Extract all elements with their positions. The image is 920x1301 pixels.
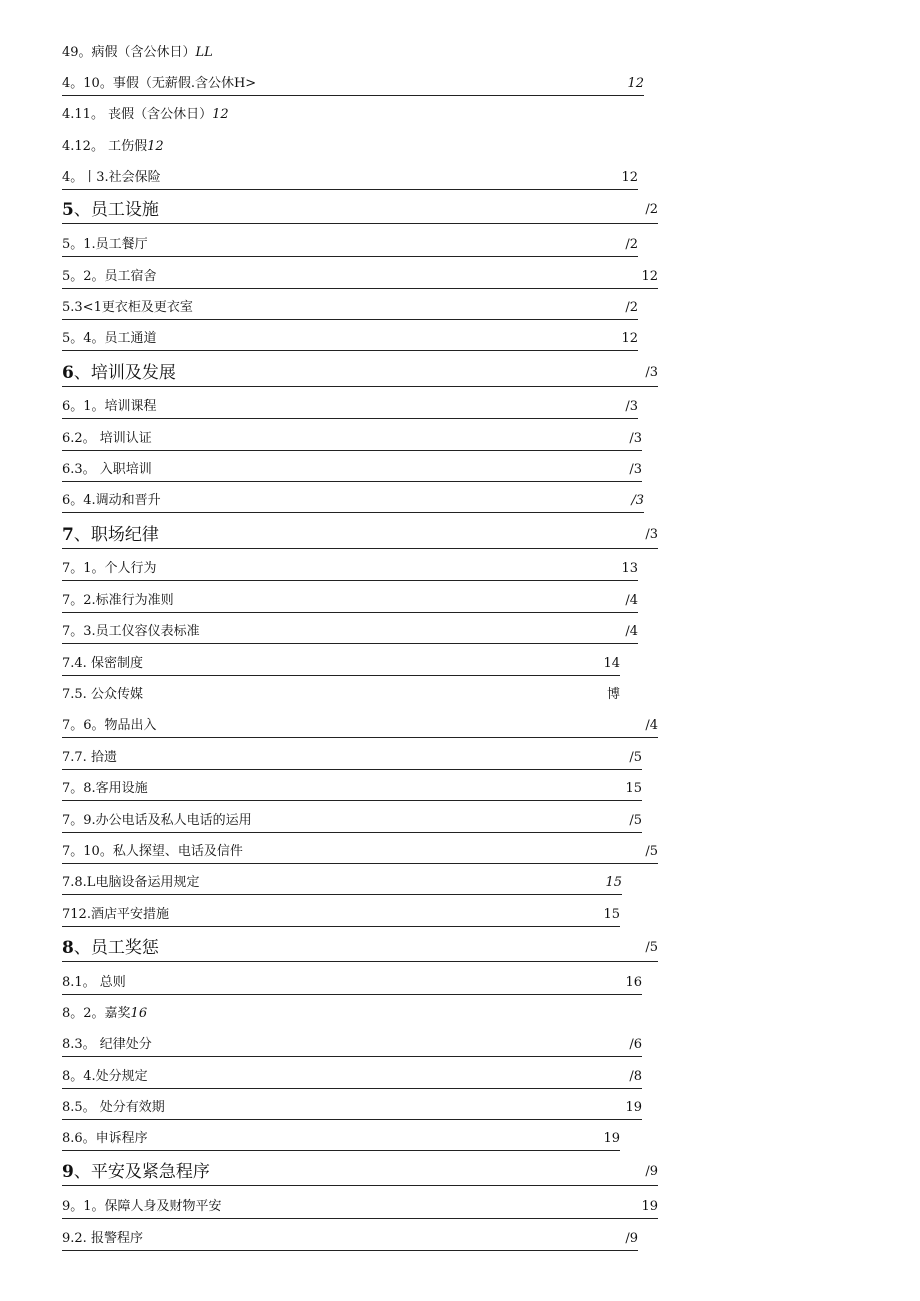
toc-row[interactable]	[62, 904, 620, 927]
toc-page-number: /9	[645, 1164, 658, 1179]
toc-row[interactable]	[62, 490, 644, 513]
toc-label: 5.3<1更衣柜及更衣室	[62, 300, 193, 315]
toc-label: 8.1。 总则	[62, 975, 126, 990]
toc-page-number: /9	[625, 1231, 638, 1246]
toc-label: 8.3。 纪律处分	[62, 1037, 152, 1052]
toc-row[interactable]	[62, 42, 302, 64]
toc-label: 4.12。 工伤假12	[62, 139, 164, 154]
toc-label: 4.11。 丧假（含公休日）12	[62, 107, 229, 122]
toc-label: 9、平安及紧急程序	[62, 1162, 210, 1182]
toc-row[interactable]	[62, 1128, 620, 1151]
toc-page-number: 19	[641, 1199, 658, 1214]
toc-label: 8、员工奖惩	[62, 938, 159, 958]
toc-label: 7。6。物品出入	[62, 718, 157, 733]
toc-row[interactable]	[62, 1003, 302, 1025]
toc-row[interactable]	[62, 558, 638, 581]
toc-row[interactable]	[62, 73, 644, 96]
toc-label: 5。2。员工宿舍	[62, 269, 157, 284]
toc-label: 5、员工设施	[62, 200, 159, 220]
toc-section-heading[interactable]	[62, 1159, 658, 1186]
toc-label: 7。9.办公电话及私人电话的运用	[62, 813, 252, 828]
toc-row[interactable]	[62, 1034, 642, 1057]
toc-label: 5。1.员工餐厅	[62, 237, 148, 252]
toc-row[interactable]	[62, 428, 642, 451]
toc-page-number: /3	[631, 493, 644, 508]
toc-label: 7。10。私人探望、电话及信件	[62, 844, 243, 859]
toc-page-number: 16	[625, 975, 642, 990]
toc-label: 9.2. 报警程序	[62, 1231, 143, 1246]
toc-row[interactable]	[62, 1097, 642, 1120]
toc-row[interactable]	[62, 841, 658, 864]
toc-label: 8。4.处分规定	[62, 1069, 148, 1084]
toc-row[interactable]	[62, 872, 622, 895]
toc-page-number: 12	[621, 170, 638, 185]
toc-row[interactable]	[62, 328, 638, 351]
toc-page-number: 15	[605, 875, 622, 890]
toc-page-number: /2	[625, 237, 638, 252]
toc-page-number: /3	[645, 365, 658, 380]
toc-label: 8.6。申诉程序	[62, 1131, 148, 1146]
toc-page-number: /6	[629, 1037, 642, 1052]
toc-page-number: /4	[625, 593, 638, 608]
toc-page-number: /3	[629, 431, 642, 446]
toc-label: 7。1。个人行为	[62, 561, 157, 576]
toc-row[interactable]	[62, 1228, 638, 1251]
toc-page-number: 13	[621, 561, 638, 576]
toc-label: 6.2。 培训认证	[62, 431, 152, 446]
toc-page-number: LL	[195, 45, 213, 60]
toc-row[interactable]	[62, 396, 638, 419]
toc-page-number: 博	[606, 687, 620, 702]
toc-label: 6、培训及发展	[62, 363, 176, 383]
toc-page-number: /5	[645, 940, 658, 955]
toc-row[interactable]	[62, 459, 642, 482]
toc-label: 7.4. 保密制度	[62, 656, 143, 671]
toc-label: 5。4。员工通道	[62, 331, 157, 346]
toc-label: 4。丨3.社会保险	[62, 170, 161, 185]
toc-row[interactable]	[62, 810, 642, 833]
toc-page-number: /2	[625, 300, 638, 315]
toc-page-number: 12	[641, 269, 658, 284]
toc-label: 8.5。 处分有效期	[62, 1100, 165, 1115]
toc-page-number: /2	[645, 202, 658, 217]
toc-row[interactable]	[62, 972, 642, 995]
toc-label: 7、职场纪律	[62, 525, 159, 545]
toc-page-number: 19	[603, 1131, 620, 1146]
toc-page-number: 15	[603, 907, 620, 922]
toc-page-number: /5	[629, 750, 642, 765]
toc-page-number: /3	[625, 399, 638, 414]
toc-label: 7。3.员工仪容仪表标准	[62, 624, 200, 639]
toc-page-number: 12	[212, 107, 229, 122]
toc-row[interactable]	[62, 1196, 658, 1219]
toc-page-number: /5	[629, 813, 642, 828]
toc-label: 4。10。事假（无薪假.含公休H>	[62, 76, 257, 91]
toc-section-heading[interactable]	[62, 935, 658, 962]
toc-label: 9。1。保障人身及财物平安	[62, 1199, 222, 1214]
toc-page-number: /3	[645, 527, 658, 542]
toc-section-heading[interactable]	[62, 522, 658, 549]
toc-row[interactable]	[62, 266, 658, 289]
toc-section-heading[interactable]	[62, 360, 658, 387]
toc-page-number: 15	[625, 781, 642, 796]
toc-row[interactable]	[62, 104, 302, 126]
toc-label: 7.8.L电脑设备运用规定	[62, 875, 200, 890]
toc-row[interactable]	[62, 297, 638, 320]
toc-label: 7。8.客用设施	[62, 781, 148, 796]
toc-label: 6。1。培训课程	[62, 399, 157, 414]
toc-label: 712.酒店平安措施	[62, 907, 169, 922]
toc-label: 7.7. 拾遗	[62, 750, 117, 765]
toc-page-number: /4	[625, 624, 638, 639]
toc-page-number: /5	[645, 844, 658, 859]
toc-page-number: 12	[627, 76, 644, 91]
toc-page-number: 19	[625, 1100, 642, 1115]
toc-page-number: 16	[130, 1006, 148, 1021]
toc-page-number: /3	[629, 462, 642, 477]
toc-row[interactable]	[62, 778, 642, 801]
toc-page-number: 12	[147, 139, 164, 154]
toc-section-heading[interactable]	[62, 197, 658, 224]
toc-row[interactable]	[62, 167, 638, 190]
toc-page-number: 14	[603, 656, 620, 671]
toc-page-number: /4	[645, 718, 658, 733]
toc-row[interactable]	[62, 136, 302, 158]
toc-page-number: 12	[621, 331, 638, 346]
toc-row[interactable]	[62, 747, 642, 770]
toc-row[interactable]	[62, 590, 638, 613]
toc-label: 7.5. 公众传媒	[62, 687, 143, 702]
toc-row[interactable]	[62, 621, 638, 644]
toc-row[interactable]	[62, 1066, 642, 1089]
toc-label: 49。病假（含公休日）LL	[62, 45, 213, 60]
toc-row[interactable]	[62, 653, 620, 676]
toc-row[interactable]	[62, 234, 638, 257]
toc-label: 6.3。 入职培训	[62, 462, 152, 477]
toc-row[interactable]	[62, 715, 658, 738]
toc-label: 7。2.标准行为准则	[62, 593, 174, 608]
toc-label: 6。4.调动和晋升	[62, 493, 161, 508]
toc-page-number: /8	[629, 1069, 642, 1084]
toc-row[interactable]	[62, 684, 620, 706]
toc-label: 8。2。嘉奖16	[62, 1006, 148, 1021]
